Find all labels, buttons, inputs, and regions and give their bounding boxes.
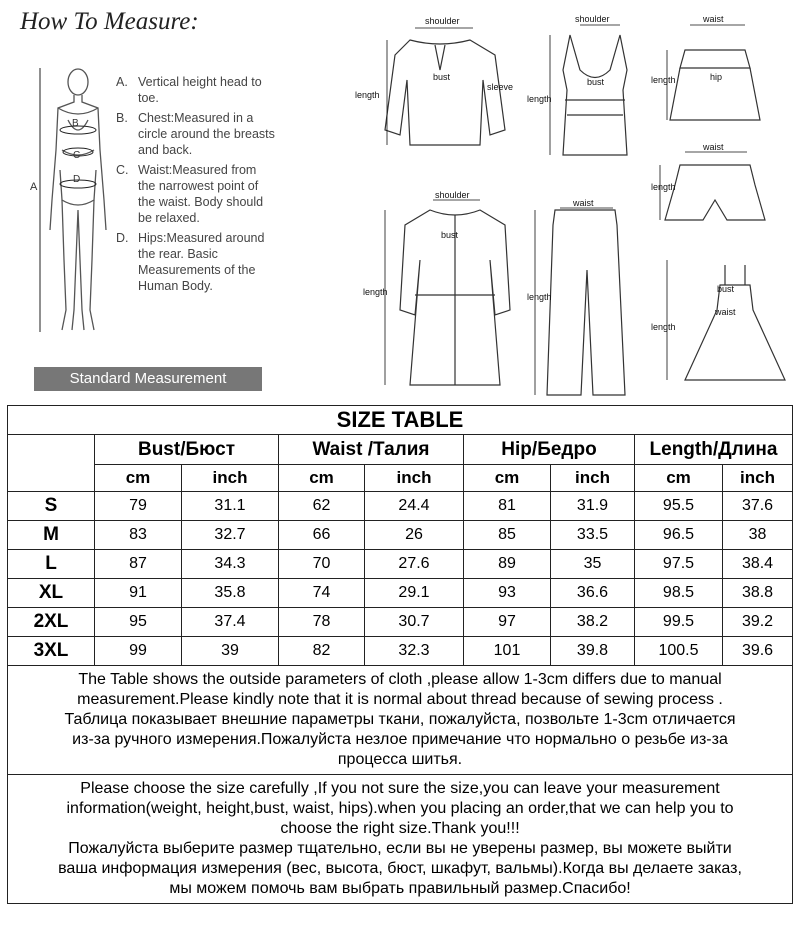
group-length: Length/Длина xyxy=(635,435,793,465)
group-waist: Waist /Талия xyxy=(279,435,464,465)
value-cell: 38 xyxy=(723,521,793,550)
label-bust-4: bust xyxy=(717,284,735,294)
value-cell: 99 xyxy=(95,637,182,666)
note-a: A. Vertical height head to toe. xyxy=(116,75,262,105)
value-cell: 24.4 xyxy=(365,492,464,521)
size-table-title: SIZE TABLE xyxy=(8,406,793,435)
value-cell: 83 xyxy=(95,521,182,550)
unit-cell: cm xyxy=(279,465,365,492)
value-cell: 26 xyxy=(365,521,464,550)
label-shoulder-2: shoulder xyxy=(575,14,610,24)
value-cell: 34.3 xyxy=(182,550,279,579)
label-waist-1: waist xyxy=(703,14,724,24)
value-cell: 97.5 xyxy=(635,550,723,579)
note-c: C. Waist:Measured from the narrowest point of the waist. Body should be relaxed. xyxy=(116,163,264,225)
value-cell: 38.8 xyxy=(723,579,793,608)
table-row xyxy=(8,579,793,608)
size-table xyxy=(7,405,793,904)
unit-cell: inch xyxy=(365,465,464,492)
value-cell: 96.5 xyxy=(635,521,723,550)
label-length-1: length xyxy=(355,90,380,100)
value-cell: 35 xyxy=(551,550,635,579)
group-bust: Bust/Бюст xyxy=(95,435,279,465)
label-bust-2: bust xyxy=(587,77,605,87)
value-cell: 70 xyxy=(279,550,365,579)
unit-cell: cm xyxy=(464,465,551,492)
value-cell: 27.6 xyxy=(365,550,464,579)
value-cell: 82 xyxy=(279,637,365,666)
value-cell: 37.4 xyxy=(182,608,279,637)
label-length-6: length xyxy=(527,292,552,302)
label-sleeve: sleeve xyxy=(487,82,514,92)
value-cell: 98.5 xyxy=(635,579,723,608)
body-figure-illustration xyxy=(28,60,128,360)
value-cell: 32.3 xyxy=(365,637,464,666)
value-cell: 100.5 xyxy=(635,637,723,666)
value-cell: 39 xyxy=(182,637,279,666)
label-waist-2: waist xyxy=(703,142,724,152)
note-b: B. Chest:Measured in a circle around the breasts and back. xyxy=(116,111,275,157)
garment-diagrams xyxy=(355,10,800,398)
label-length-2: length xyxy=(527,94,552,104)
label-bust-3: bust xyxy=(441,230,459,240)
unit-cell: cm xyxy=(95,465,182,492)
unit-cell: inch xyxy=(182,465,279,492)
unit-cell: cm xyxy=(635,465,723,492)
group-hip: Hip/Бедро xyxy=(464,435,635,465)
label-shoulder-1: shoulder xyxy=(425,16,460,26)
label-hip: hip xyxy=(710,72,723,82)
value-cell: 87 xyxy=(95,550,182,579)
marker-b: B xyxy=(72,118,79,129)
label-length-5: length xyxy=(363,287,388,297)
label-waist-4: waist xyxy=(715,307,736,317)
value-cell: 39.8 xyxy=(551,637,635,666)
unit-cell: inch xyxy=(551,465,635,492)
value-cell: 30.7 xyxy=(365,608,464,637)
marker-c: C xyxy=(73,150,81,161)
size-label: 3XL xyxy=(8,637,95,666)
value-cell: 85 xyxy=(464,521,551,550)
value-cell: 36.6 xyxy=(551,579,635,608)
measurement-notes xyxy=(116,74,276,298)
value-cell: 81 xyxy=(464,492,551,521)
value-cell: 37.6 xyxy=(723,492,793,521)
value-cell: 97 xyxy=(464,608,551,637)
value-cell: 99.5 xyxy=(635,608,723,637)
table-row xyxy=(8,637,793,666)
size-label: 2XL xyxy=(8,608,95,637)
size-advice-note: Please choose the size carefully ,If you not sure the size,you can leave your measurement information(weight, height,bust, waist, hips).when you placing an order,that we can help you to choose the right size.Thank you!!! Пожалуйста выберите размер тщательно, если вы не уверены размер, вы можете выйти ваша информация измерения (вес, высота, бюст, шкафут, вальмы).Когда вы делаете заказ, мы можем помочь вам выбрать правильный размер.Спасибо! xyxy=(8,775,793,904)
unit-cell: inch xyxy=(723,465,793,492)
size-label: XL xyxy=(8,579,95,608)
label-bust-1: bust xyxy=(433,72,451,82)
allowance-note: The Table shows the outside parameters of cloth ,please allow 1-3cm differs due to manual measurement.Please kindly note that it is normal about thread because of sewing process . Таблица показывает внешние параметры ткани, пожалуйста, позвольте 1-3cm отличается из-за ручного измерения.Пожалуйста незлое примечание что нормально о резьбе из-за процесса шитья. xyxy=(8,666,793,775)
value-cell: 66 xyxy=(279,521,365,550)
label-shoulder-3: shoulder xyxy=(435,190,470,200)
value-cell: 39.6 xyxy=(723,637,793,666)
value-cell: 93 xyxy=(464,579,551,608)
label-waist-3: waist xyxy=(573,198,594,208)
value-cell: 29.1 xyxy=(365,579,464,608)
table-row xyxy=(8,521,793,550)
value-cell: 74 xyxy=(279,579,365,608)
size-label: M xyxy=(8,521,95,550)
label-length-4: length xyxy=(651,182,676,192)
marker-a: A xyxy=(30,181,38,193)
value-cell: 38.4 xyxy=(723,550,793,579)
table-row xyxy=(8,492,793,521)
note-d: D. Hips:Measured around the rear. Basic Measurements of the Human Body. xyxy=(116,231,265,293)
marker-d: D xyxy=(73,174,81,185)
value-cell: 78 xyxy=(279,608,365,637)
value-cell: 32.7 xyxy=(182,521,279,550)
corner-cell xyxy=(8,435,95,492)
value-cell: 62 xyxy=(279,492,365,521)
value-cell: 31.1 xyxy=(182,492,279,521)
standard-measurement-banner: Standard Measurement xyxy=(34,367,262,391)
label-length-3: length xyxy=(651,75,676,85)
value-cell: 35.8 xyxy=(182,579,279,608)
value-cell: 39.2 xyxy=(723,608,793,637)
table-row xyxy=(8,550,793,579)
size-label: S xyxy=(8,492,95,521)
table-row xyxy=(8,608,793,637)
group-header-row xyxy=(8,435,793,465)
value-cell: 33.5 xyxy=(551,521,635,550)
value-cell: 38.2 xyxy=(551,608,635,637)
page-title: How To Measure: xyxy=(20,8,199,35)
value-cell: 95.5 xyxy=(635,492,723,521)
label-length-7: length xyxy=(651,322,676,332)
value-cell: 91 xyxy=(95,579,182,608)
unit-row xyxy=(8,465,793,492)
value-cell: 31.9 xyxy=(551,492,635,521)
size-label: L xyxy=(8,550,95,579)
value-cell: 95 xyxy=(95,608,182,637)
value-cell: 79 xyxy=(95,492,182,521)
value-cell: 89 xyxy=(464,550,551,579)
value-cell: 101 xyxy=(464,637,551,666)
